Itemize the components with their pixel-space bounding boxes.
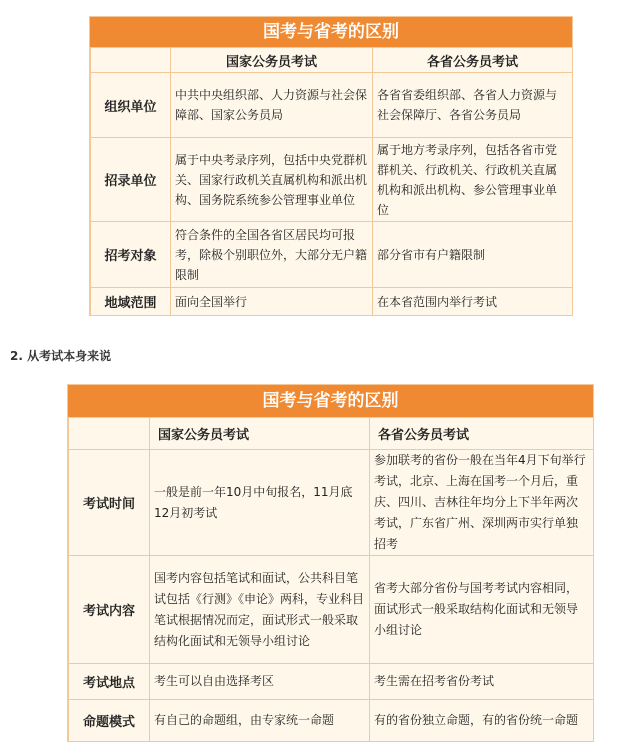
header-corner (91, 48, 171, 73)
header-corner (69, 418, 150, 450)
provincial-cell: 参加联考的省份一般在当年4月下旬举行考试，北京、上海在国考一个月后，重庆、四川、吉林往年均分上下半年两次考试，广东省广州、深圳两市实行单独招考 (370, 450, 594, 556)
header-provincial: 各省公务员考试 (373, 48, 573, 73)
comparison-table-1 (89, 16, 573, 316)
row-label: 组织单位 (91, 73, 171, 138)
header-national: 国家公务员考试 (150, 418, 370, 450)
table-row (69, 556, 594, 664)
provincial-cell: 在本省范围内举行考试 (373, 288, 573, 316)
table-row (69, 700, 594, 742)
table-row (69, 450, 594, 556)
comparison-table-2 (67, 384, 594, 742)
table-1-header-row (91, 48, 573, 73)
header-provincial: 各省公务员考试 (370, 418, 594, 450)
national-cell: 国考内容包括笔试和面试，公共科目笔试包括《行测》《申论》两科，专业科目笔试根据情况而定，面试形式一般采取结构化面试和无领导小组讨论 (150, 556, 370, 664)
table-row (91, 222, 573, 288)
table-2-title: 国考与省考的区别 (68, 385, 593, 417)
row-label: 考试地点 (69, 664, 150, 700)
header-national: 国家公务员考试 (171, 48, 373, 73)
national-cell: 面向全国举行 (171, 288, 373, 316)
table-row (91, 138, 573, 222)
section-heading: 2. 从考试本身来说 (10, 349, 112, 363)
provincial-cell: 部分省市有户籍限制 (373, 222, 573, 288)
row-label: 命题模式 (69, 700, 150, 742)
provincial-cell: 省考大部分省份与国考考试内容相同，面试形式一般采取结构化面试和无领导小组讨论 (370, 556, 594, 664)
table-1-grid (90, 47, 573, 316)
table-row (91, 73, 573, 138)
national-cell: 符合条件的全国各省区居民均可报考，除极个别职位外，大部分无户籍限制 (171, 222, 373, 288)
provincial-cell: 属于地方考录序列，包括各省市党群机关、行政机关、行政机关直属机构和派出机构、参公管理事业单位 (373, 138, 573, 222)
national-cell: 有自己的命题组，由专家统一命题 (150, 700, 370, 742)
national-cell: 一般是前一年10月中旬报名，11月底12月初考试 (150, 450, 370, 556)
row-label: 招考对象 (91, 222, 171, 288)
table-row (69, 664, 594, 700)
provincial-cell: 有的省份独立命题，有的省份统一命题 (370, 700, 594, 742)
row-label: 考试内容 (69, 556, 150, 664)
national-cell: 考生可以自由选择考区 (150, 664, 370, 700)
row-label: 地域范围 (91, 288, 171, 316)
row-label: 招录单位 (91, 138, 171, 222)
national-cell: 属于中央考录序列，包括中央党群机关、国家行政机关直属机构和派出机构、国务院系统参公管理事业单位 (171, 138, 373, 222)
row-label: 考试时间 (69, 450, 150, 556)
national-cell: 中共中央组织部、人力资源与社会保障部、国家公务员局 (171, 73, 373, 138)
provincial-cell: 考生需在招考省份考试 (370, 664, 594, 700)
table-1-title: 国考与省考的区别 (90, 17, 572, 47)
provincial-cell: 各省省委组织部、各省人力资源与社会保障厅、各省公务员局 (373, 73, 573, 138)
table-row (91, 288, 573, 316)
table-2-header-row (69, 418, 594, 450)
table-2-grid (68, 417, 594, 742)
